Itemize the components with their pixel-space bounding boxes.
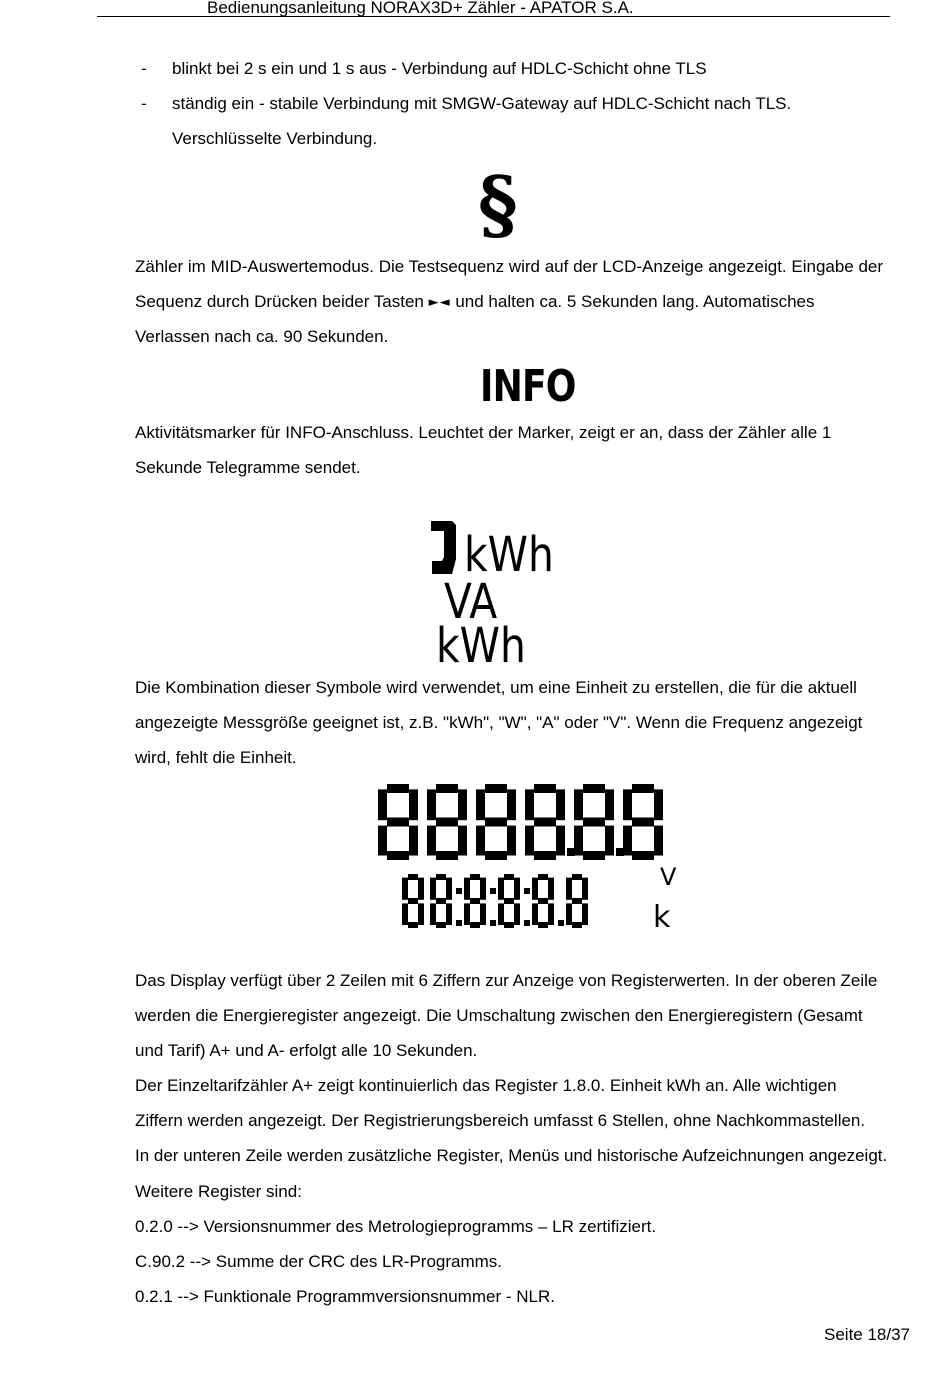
lcd-segment	[532, 903, 538, 925]
lcd-segment	[464, 878, 470, 900]
lcd-decimal-point	[558, 920, 564, 926]
unit-paragraph-line: wird, fehlt die Einheit.	[135, 748, 297, 767]
lcd-segment	[446, 878, 452, 900]
lcd-display-illustration	[378, 782, 677, 938]
lcd-segment	[485, 851, 507, 860]
lcd-segment	[556, 789, 565, 820]
lcd-colon-dot	[524, 920, 530, 926]
display-paragraph-line: Das Display verfügt über 2 Zeilen mit 6 Ziffern zur Anzeige von Registerwerten. In der oberen Zeile	[135, 971, 878, 990]
lcd-segment	[418, 878, 424, 900]
lcd-decimal-point	[616, 848, 624, 856]
lcd-segment	[409, 789, 418, 820]
lcd-segment	[378, 789, 387, 820]
unit-symbol-kwh-top: kWh	[464, 527, 554, 583]
lcd-segment	[504, 874, 514, 880]
register-line: 0.2.0 --> Versionsnummer des Metrologieprogramms – LR zertifiziert.	[135, 1217, 657, 1236]
lcd-segment	[436, 784, 458, 793]
lcd-segment	[514, 903, 520, 925]
lcd-segment	[464, 903, 470, 925]
lcd-segment	[572, 874, 582, 880]
info-symbol: INFO	[480, 361, 576, 412]
lcd-segment	[654, 826, 663, 856]
unit-paragraph-line: angezeigte Messgröße geeignet ist, z.B. "kWh", "W", "A" oder "V". Wenn die Frequenz angezeigt	[135, 713, 863, 732]
section-symbol: §	[478, 160, 518, 249]
lcd-segment	[436, 898, 446, 904]
lcd-segment	[623, 826, 632, 856]
header-divider	[97, 16, 890, 17]
lcd-segment	[572, 922, 582, 928]
display-paragraph-line: Ziffern werden angezeigt. Der Registrierungsbereich umfasst 6 Stellen, ohne Nachkommastellen.	[135, 1111, 866, 1130]
lcd-segment	[458, 826, 467, 856]
lcd-unit-k: k	[653, 900, 671, 935]
lcd-segment	[582, 903, 588, 925]
lcd-segment	[387, 851, 409, 860]
lcd-segment	[480, 878, 486, 900]
lcd-segment	[498, 878, 504, 900]
lcd-segment	[408, 898, 418, 904]
lcd-segment	[548, 878, 554, 900]
unit-symbol-va: VA	[444, 574, 498, 630]
lcd-segment	[548, 903, 554, 925]
display-paragraph-line: Der Einzeltarifzähler A+ zeigt kontinuierlich das Register 1.8.0. Einheit kWh an. Alle wichtigen	[135, 1076, 837, 1095]
lcd-segment	[408, 874, 418, 880]
register-line: 0.2.1 --> Funktionale Programmversionsnummer - NLR.	[135, 1287, 555, 1306]
lcd-segment	[446, 903, 452, 925]
lcd-top-row	[378, 782, 674, 864]
lcd-segment	[470, 898, 480, 904]
lcd-segment	[418, 903, 424, 925]
lcd-segment	[402, 878, 408, 900]
lcd-unit-v: V	[660, 863, 677, 891]
lcd-segment	[436, 818, 458, 827]
mid-paragraph-text: und halten ca. 5 Sekunden lang. Automatisches	[455, 292, 815, 311]
lcd-segment	[514, 878, 520, 900]
bullet-dash: -	[141, 59, 147, 78]
lcd-segment	[605, 789, 614, 820]
lcd-segment	[507, 789, 516, 820]
mid-paragraph-line	[135, 284, 815, 320]
lcd-segment	[458, 789, 467, 820]
lcd-segment	[583, 818, 605, 827]
lcd-segment	[623, 789, 632, 820]
lcd-segment	[582, 878, 588, 900]
display-paragraph-line: In der unteren Zeile werden zusätzliche Register, Menüs und historische Aufzeichnungen angezeigt.	[135, 1146, 888, 1165]
lcd-segment	[654, 789, 663, 820]
lcd-segment	[583, 784, 605, 793]
lcd-segment	[574, 826, 583, 856]
bracket-marker-icon	[430, 519, 460, 577]
lcd-segment	[470, 922, 480, 928]
mid-paragraph-line: Zähler im MID-Auswertemodus. Die Testsequenz wird auf der LCD-Anzeige angezeigt. Eingabe der	[135, 257, 884, 276]
lcd-segment	[498, 903, 504, 925]
display-paragraph-line: werden die Energieregister angezeigt. Die Umschaltung zwischen den Energieregistern (Gesamt	[135, 1006, 863, 1025]
lcd-colon-dot	[524, 888, 530, 894]
lcd-segment	[504, 922, 514, 928]
lcd-segment	[480, 903, 486, 925]
page-header-title: Bedienungsanleitung NORAX3D+ Zähler - APATOR S.A.	[207, 0, 634, 17]
lcd-segment	[566, 903, 572, 925]
lcd-segment	[534, 818, 556, 827]
lcd-segment	[534, 784, 556, 793]
lcd-segment	[408, 922, 418, 928]
lcd-segment	[470, 874, 480, 880]
button-arrows-icon: ►◄	[428, 295, 451, 310]
lcd-segment	[632, 851, 654, 860]
lcd-segment	[476, 789, 485, 820]
lcd-segment	[387, 818, 409, 827]
info-paragraph-line: Aktivitätsmarker für INFO-Anschluss. Leuchtet der Marker, zeigt er an, dass der Zähler alle 1	[135, 423, 832, 442]
lcd-colon-dot	[456, 888, 462, 894]
lcd-segment	[485, 818, 507, 827]
mid-paragraph-text: Sequenz durch Drücken beider Tasten	[135, 292, 424, 311]
lcd-decimal-point	[567, 848, 575, 856]
lcd-segment	[504, 898, 514, 904]
bullet-dash: -	[141, 94, 147, 113]
lcd-colon-dot	[490, 920, 496, 926]
lcd-segment	[566, 878, 572, 900]
register-line: C.90.2 --> Summe der CRC des LR-Programms.	[135, 1252, 503, 1271]
lcd-segment	[605, 826, 614, 856]
lcd-segment	[402, 903, 408, 925]
lcd-bottom-row	[402, 874, 652, 934]
lcd-segment	[430, 878, 436, 900]
lcd-segment	[538, 874, 548, 880]
unit-symbol-kwh-bottom: kWh	[436, 618, 526, 674]
lcd-segment	[409, 826, 418, 856]
unit-paragraph-line: Die Kombination dieser Symbole wird verwendet, um eine Einheit zu erstellen, die für die aktuell	[135, 678, 857, 697]
lcd-segment	[436, 922, 446, 928]
lcd-segment	[507, 826, 516, 856]
lcd-segment	[538, 898, 548, 904]
lcd-segment	[525, 789, 534, 820]
lcd-segment	[532, 878, 538, 900]
lcd-segment	[427, 826, 436, 856]
bullet-text-continued: Verschlüsselte Verbindung.	[172, 129, 378, 148]
info-paragraph-line: Sekunde Telegramme sendet.	[135, 458, 361, 477]
lcd-segment	[556, 826, 565, 856]
lcd-segment	[534, 851, 556, 860]
lcd-segment	[574, 789, 583, 820]
bullet-text: ständig ein - stabile Verbindung mit SMGW-Gateway auf HDLC-Schicht nach TLS.	[172, 94, 792, 113]
lcd-segment	[387, 784, 409, 793]
lcd-segment	[436, 874, 446, 880]
lcd-segment	[538, 922, 548, 928]
lcd-segment	[485, 784, 507, 793]
lcd-segment	[436, 851, 458, 860]
lcd-segment	[430, 903, 436, 925]
lcd-colon-dot	[490, 888, 496, 894]
lcd-segment	[378, 826, 387, 856]
mid-paragraph-line: Verlassen nach ca. 90 Sekunden.	[135, 327, 389, 346]
lcd-segment	[583, 851, 605, 860]
display-paragraph-line: und Tarif) A+ und A- erfolgt alle 10 Sekunden.	[135, 1041, 478, 1060]
lcd-segment	[476, 826, 485, 856]
lcd-segment	[427, 789, 436, 820]
bullet-text: blinkt bei 2 s ein und 1 s aus - Verbindung auf HDLC-Schicht ohne TLS	[172, 59, 707, 78]
lcd-segment	[572, 898, 582, 904]
display-paragraph-line: Weitere Register sind:	[135, 1182, 302, 1201]
page-number: Seite 18/37	[824, 1325, 911, 1344]
lcd-segment	[632, 784, 654, 793]
lcd-segment	[525, 826, 534, 856]
lcd-colon-dot	[456, 920, 462, 926]
lcd-segment	[632, 818, 654, 827]
